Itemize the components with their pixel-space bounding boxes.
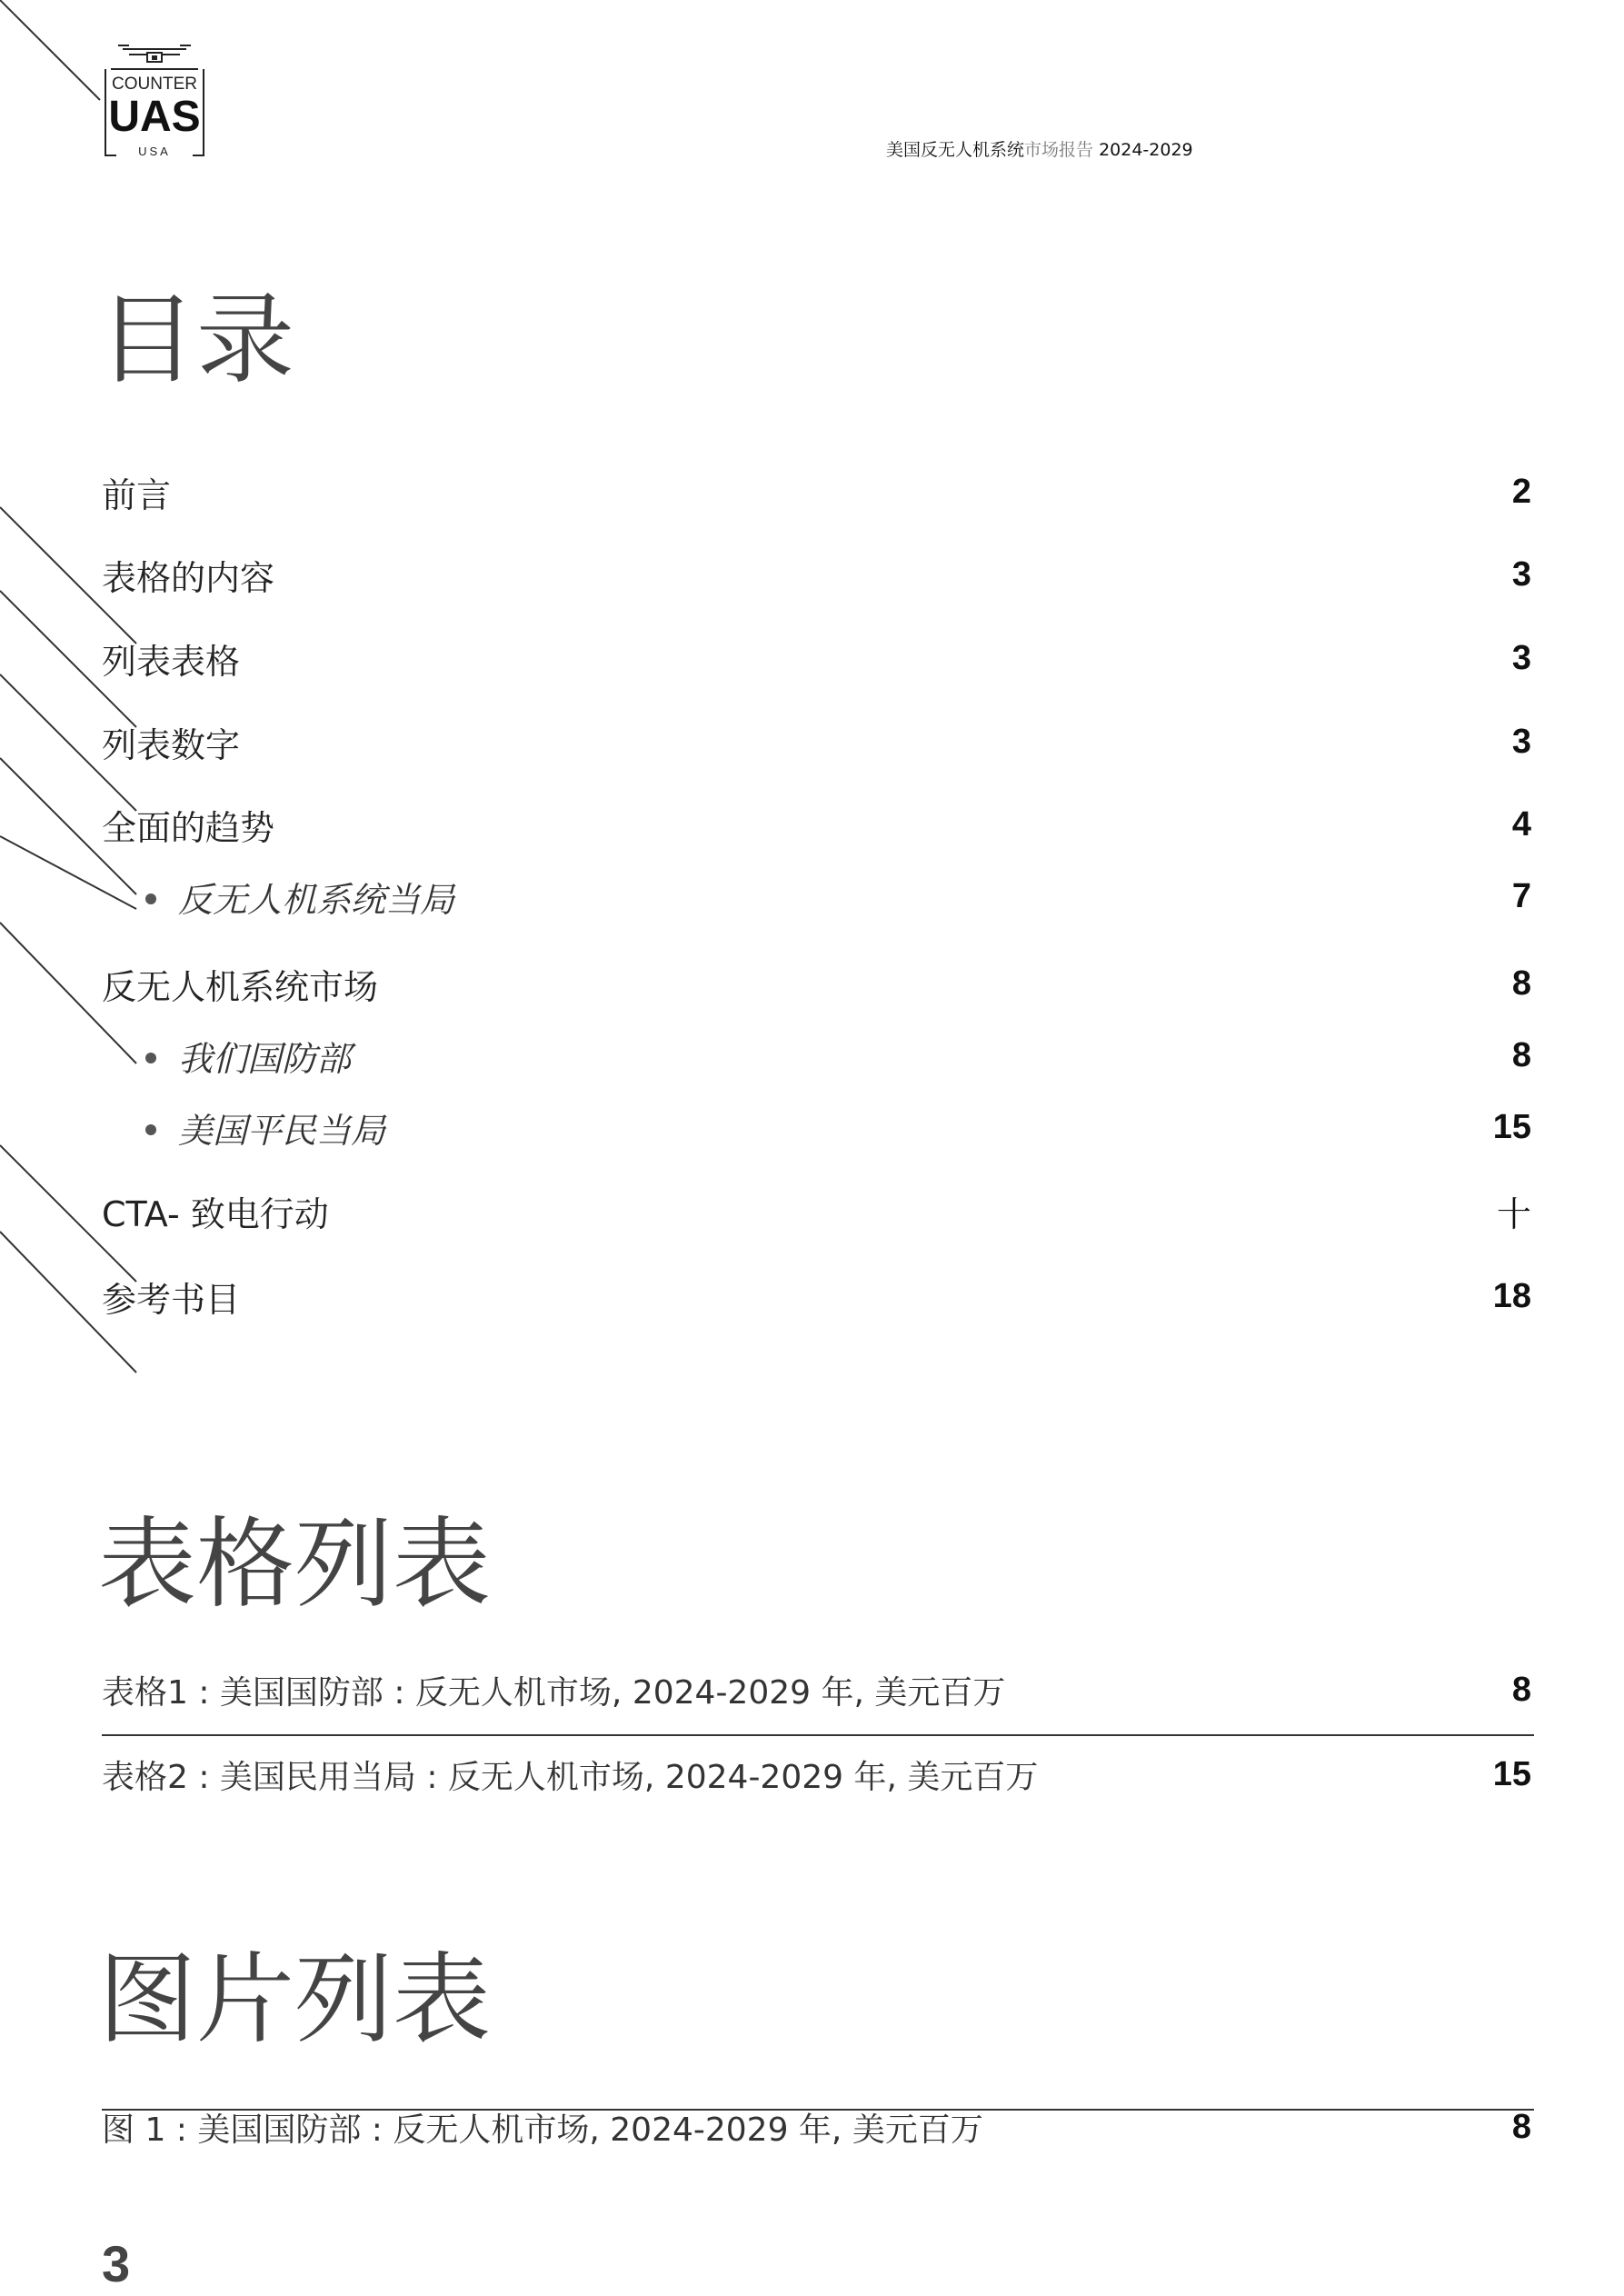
figure-list-entry-label: 图 1 : 美国国防部 : 反无人机市场, 2024-2029 年, 美元百万 — [102, 2111, 983, 2149]
toc-entry-label: 全面的趋势 — [102, 807, 275, 848]
header-subtitle: 市场报告 — [1024, 140, 1094, 160]
page-number: 3 — [102, 2235, 131, 2292]
logo-line1: COUNTER — [112, 75, 197, 94]
tables-list-title: 表格列表 — [98, 1508, 492, 1622]
toc-entry[interactable] — [102, 714, 1531, 769]
bullet-icon — [145, 1124, 156, 1135]
figures-list-title: 图片列表 — [98, 1943, 492, 2057]
toc-entry-label: 前言 — [102, 474, 172, 515]
header-years: 2024-2029 — [1099, 140, 1193, 160]
logo-line3: USA — [138, 145, 171, 158]
toc-entry-page: 15 — [1492, 1107, 1531, 1146]
figure-list-entry-page: 8 — [1511, 2107, 1531, 2146]
toc-entry-label: 列表数字 — [102, 724, 241, 765]
table-list-entry-page: 8 — [1511, 1670, 1531, 1709]
figure-list-entry[interactable] — [102, 2100, 1531, 2154]
logo-line2: UAS — [108, 93, 201, 141]
toc-entry-page: 18 — [1492, 1276, 1531, 1315]
table-list-entry-label: 表格1 : 美国国防部 : 反无人机市场, 2024-2029 年, 美元百万 — [102, 1673, 1006, 1712]
toc-subentry[interactable] — [145, 1028, 1531, 1083]
toc-subentry[interactable] — [145, 869, 1531, 923]
toc-entry[interactable] — [102, 547, 1531, 602]
toc-entry-label: 表格的内容 — [102, 557, 275, 598]
table-list-entry[interactable] — [102, 1662, 1531, 1717]
toc-entry-label: 反无人机系统市场 — [102, 966, 379, 1007]
toc-subentry-label: 我们国防部 — [178, 1038, 352, 1079]
toc-entry[interactable] — [102, 631, 1531, 685]
toc-entry-page: 3 — [1511, 722, 1531, 761]
toc-title: 目录 — [98, 284, 295, 397]
table-list-entry-page: 15 — [1492, 1754, 1531, 1793]
toc-entry-label: CTA- 致电行动 — [102, 1193, 329, 1234]
toc-entry-page: 4 — [1511, 804, 1531, 844]
header-title: 美国反无人机系统 — [886, 140, 1025, 160]
toc-entry-page: 8 — [1511, 963, 1531, 1003]
toc-entry[interactable] — [102, 1183, 1531, 1238]
counter-uas-logo — [100, 42, 209, 165]
toc-entry-label: 参考书目 — [102, 1279, 241, 1320]
toc-subentry[interactable] — [145, 1100, 1531, 1154]
toc-entry-page: 2 — [1511, 472, 1531, 511]
toc-entry-page: 8 — [1511, 1035, 1531, 1074]
toc-entry-page: 7 — [1511, 876, 1531, 915]
toc-subentry-label: 美国平民当局 — [178, 1110, 386, 1151]
toc-entry-page: 3 — [1511, 638, 1531, 677]
running-header — [886, 136, 1193, 161]
bullet-icon — [145, 1053, 156, 1063]
toc-subentry-label: 反无人机系统当局 — [178, 879, 455, 920]
toc-entry[interactable] — [102, 1269, 1531, 1323]
toc-entry[interactable] — [102, 464, 1531, 519]
bullet-icon — [145, 893, 156, 904]
toc-entry[interactable] — [102, 797, 1531, 852]
table-list-entry[interactable] — [102, 1747, 1531, 1802]
toc-entry[interactable] — [102, 956, 1531, 1011]
table-list-entry-label: 表格2 : 美国民用当局 : 反无人机市场, 2024-2029 年, 美元百万 — [102, 1758, 1039, 1796]
toc-entry-label: 列表表格 — [102, 641, 241, 682]
toc-entry-page: 十 — [1496, 1193, 1531, 1234]
divider — [102, 1734, 1534, 1736]
toc-entry-page: 3 — [1511, 554, 1531, 594]
